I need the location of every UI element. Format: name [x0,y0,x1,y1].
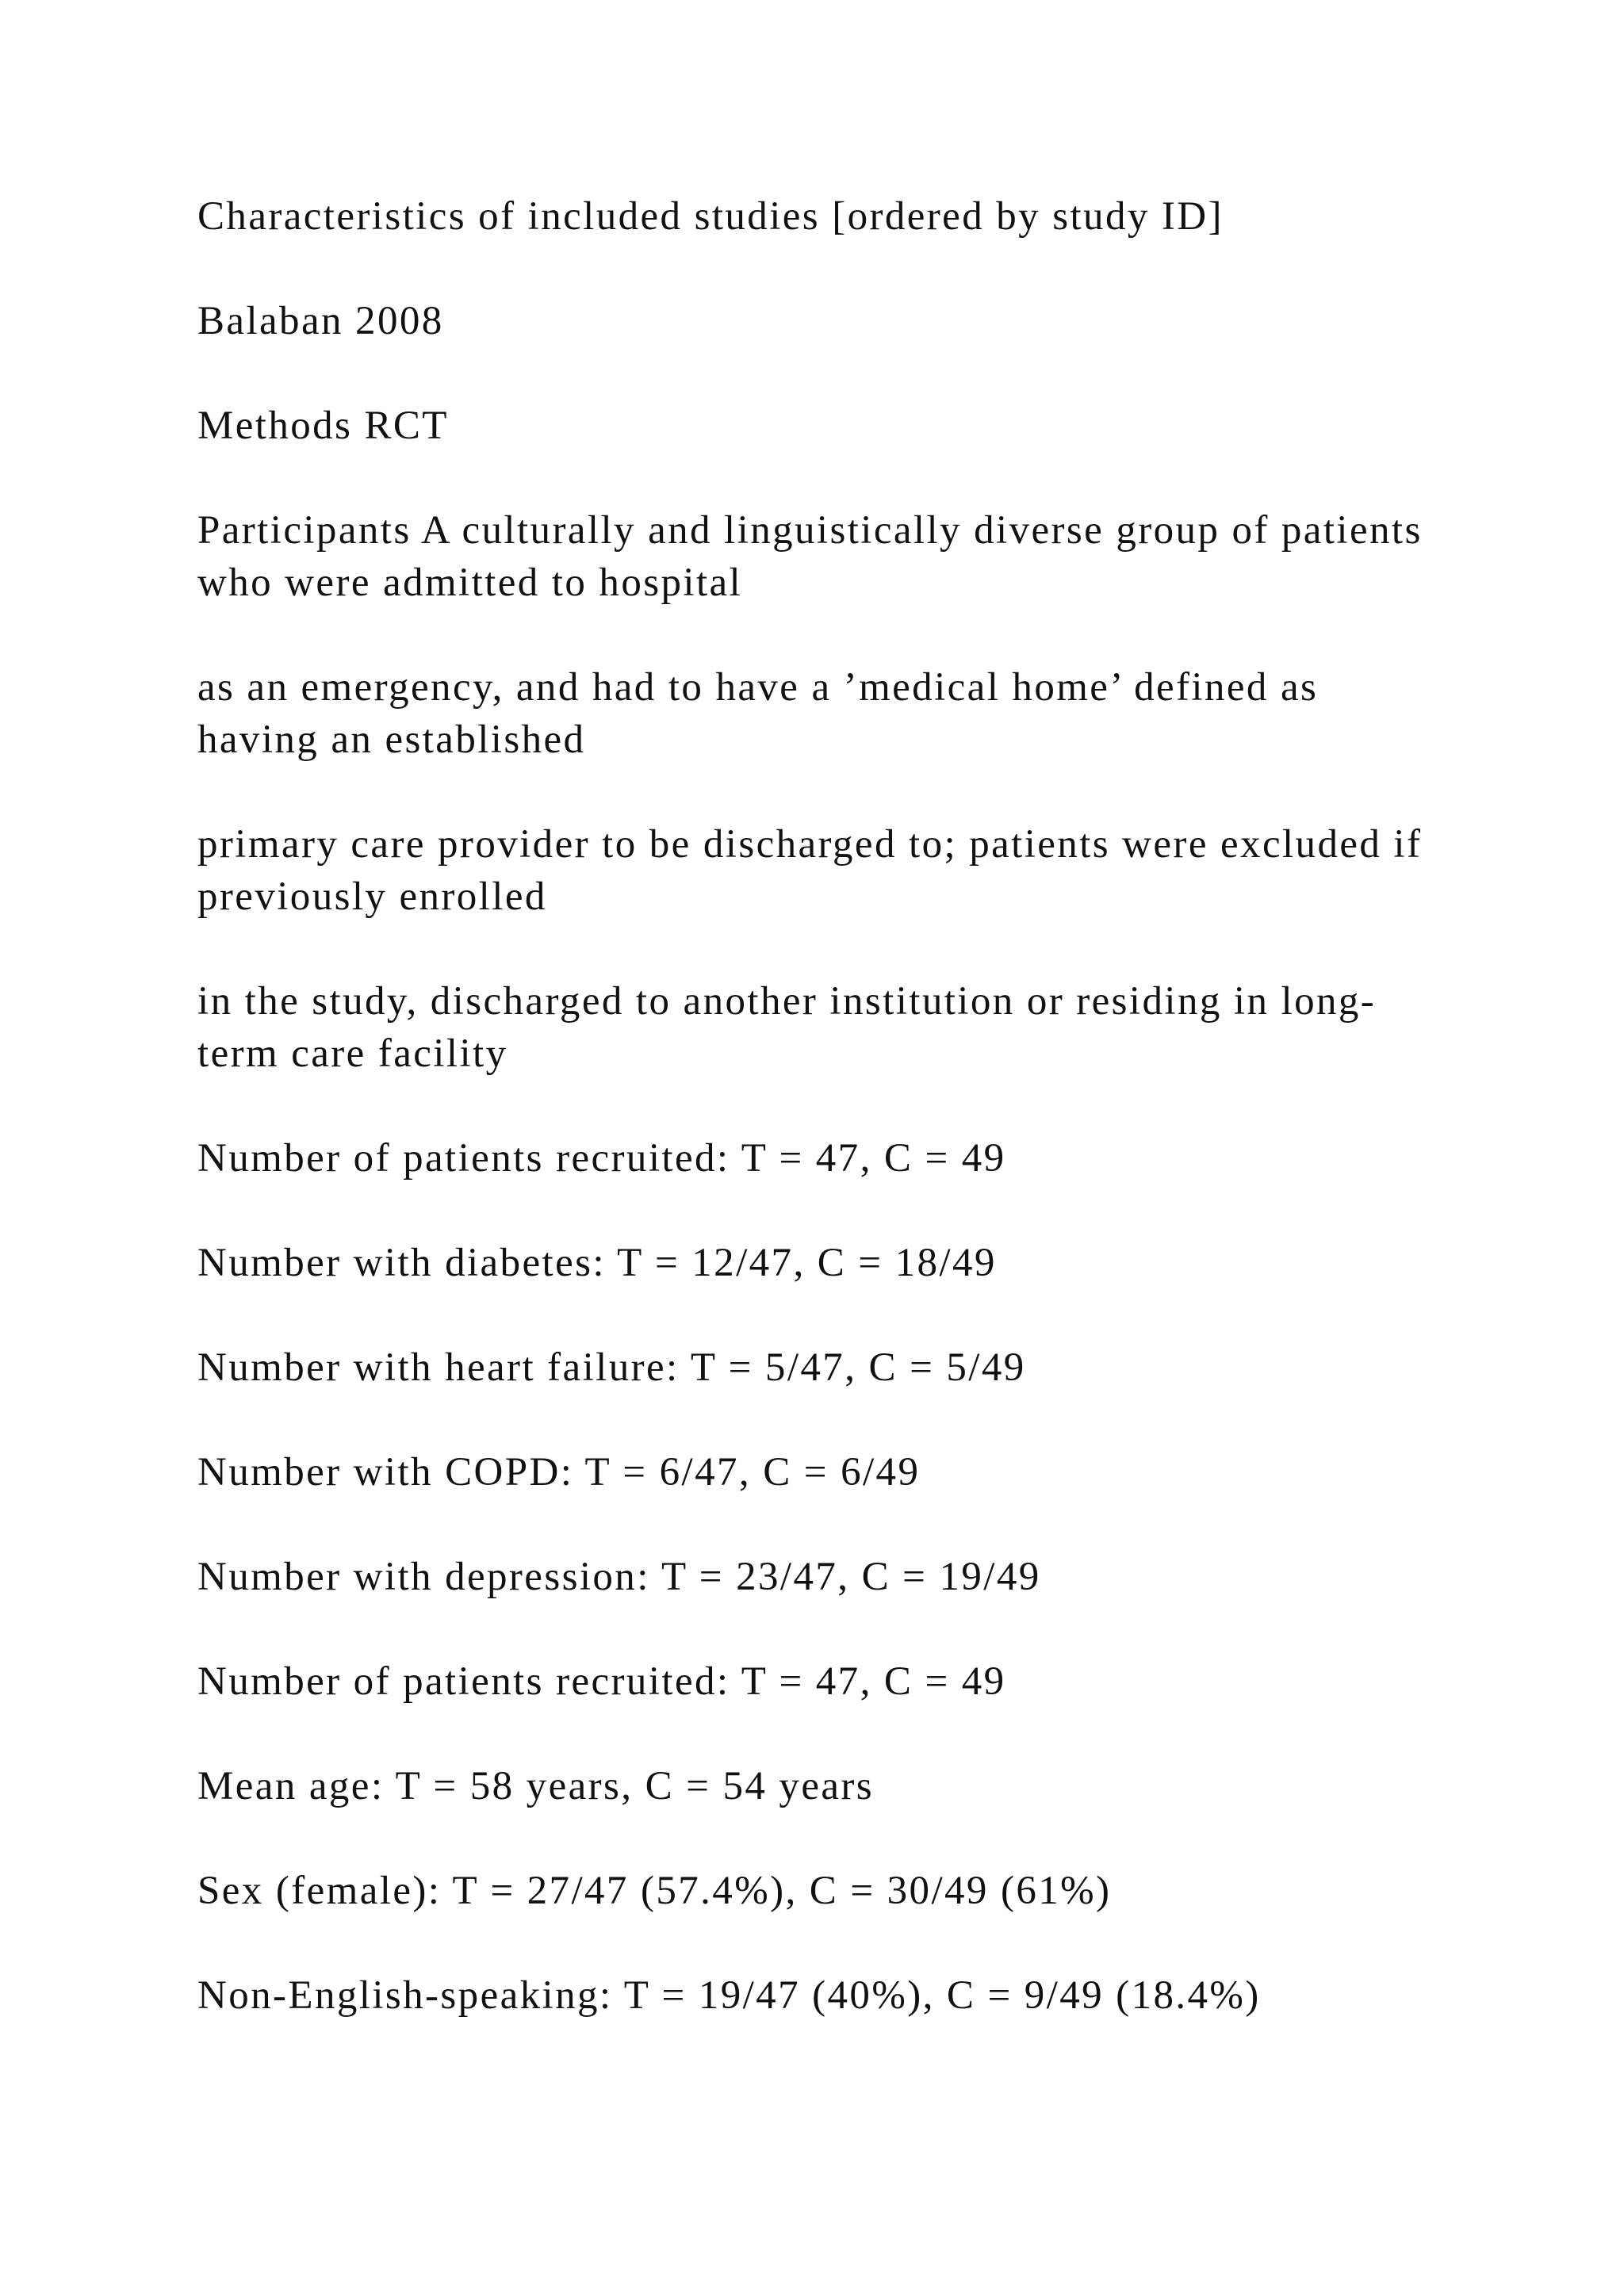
study-id: Balaban 2008 [197,299,444,343]
statistic-line: Mean age: T = 58 years, C = 54 years [197,1764,875,1808]
statistic-line: Number with diabetes: T = 12/47, C = 18/49 [197,1241,997,1285]
statistic-line: Non-English-speaking: T = 19/47 (40%), C = 9/49 (18.4%) [197,1973,1261,2018]
statistic-line: Number with COPD: T = 6/47, C = 6/49 [197,1450,921,1494]
participants-paragraph: Participants A culturally and linguistically diverse group of patients who were admitted to hospital [197,508,1423,605]
statistic-line: Number of patients recruited: T = 47, C = 49 [197,1136,1006,1181]
statistic-line: Sex (female): T = 27/47 (57.4%), C = 30/49 (61%) [197,1869,1112,1913]
participants-paragraph: in the study, discharged to another institution or residing in long-term care facility [197,979,1377,1076]
statistic-line: Number of patients recruited: T = 47, C = 49 [197,1659,1006,1704]
section-heading: Characteristics of included studies [ordered by study ID] [197,194,1224,239]
participants-paragraph: primary care provider to be discharged to; patients were excluded if previously enrolled [197,822,1423,919]
document-body [197,190,1434,2074]
statistic-line: Number with heart failure: T = 5/47, C = 5/49 [197,1345,1026,1390]
statistic-line: Number with depression: T = 23/47, C = 19/49 [197,1555,1041,1599]
methods-line: Methods RCT [197,404,449,448]
participants-paragraph: as an emergency, and had to have a ’medical home’ defined as having an established [197,665,1319,762]
